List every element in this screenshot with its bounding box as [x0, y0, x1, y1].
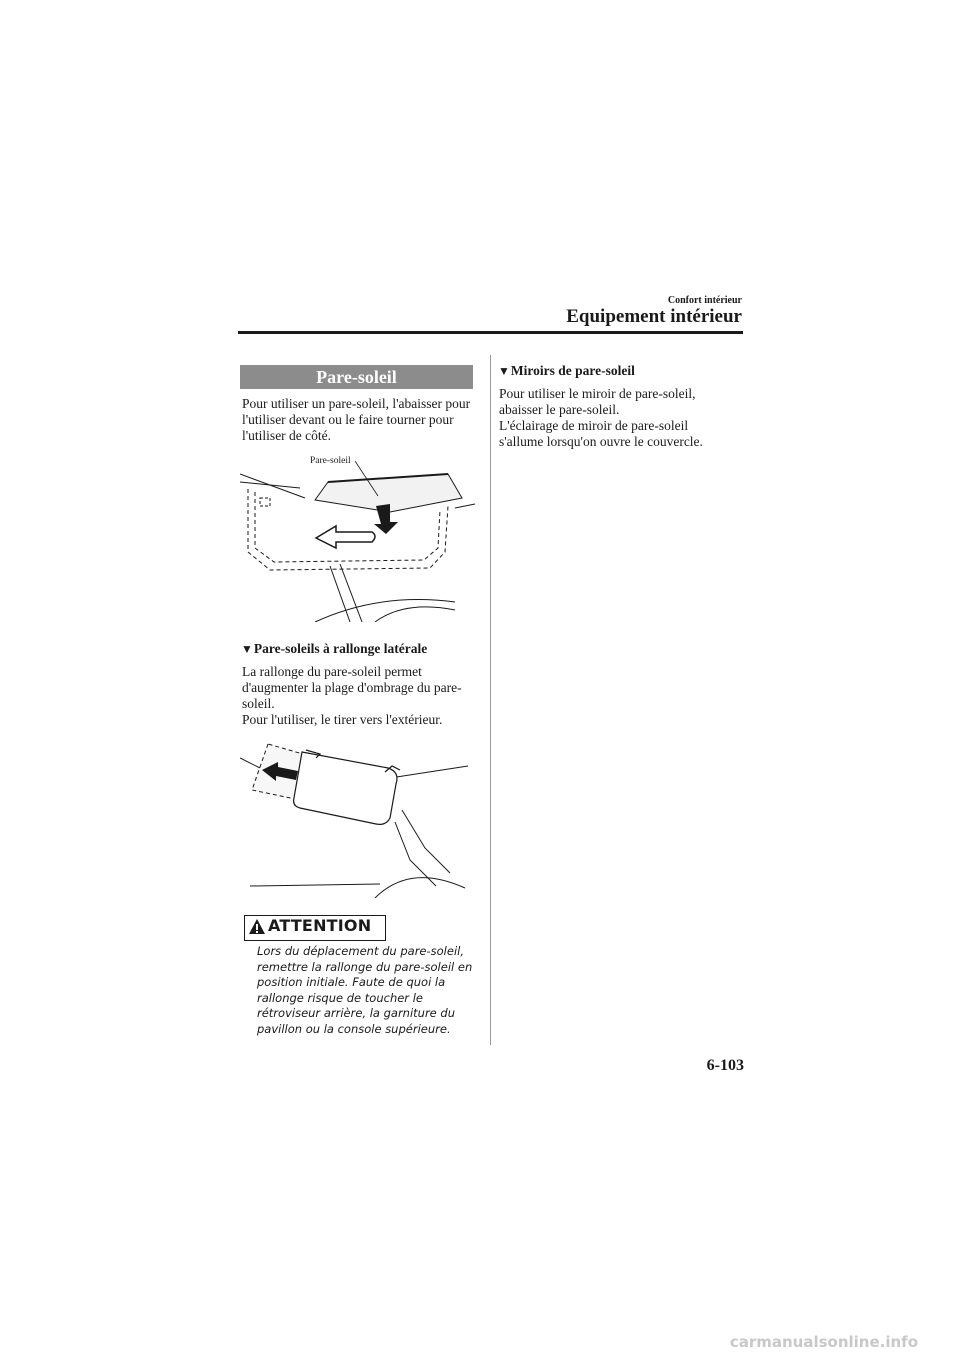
section-banner: Pare-soleil: [240, 365, 473, 389]
page-title: Equipement intérieur: [566, 306, 742, 327]
triangle-icon: ▼: [241, 642, 253, 656]
attention-text: Lors du déplacement du pare-soleil, remettre la rallonge du pare-soleil en position initiale. Faute de quoi la rallonge risque de toucher le rétroviseur arrière, la garniture du pavillon ou la console supérieure.: [257, 944, 473, 1036]
header-rule: [238, 331, 743, 334]
miroirs-paragraph: Pour utiliser le miroir de pare-soleil, abaisser le pare-soleil. L'éclairage de miroir de pare-soleil s'allume lorsqu'on ouvre le couvercle.: [499, 386, 703, 449]
figure-label-pare-soleil: Pare-soleil: [310, 456, 351, 466]
rallonge-paragraph: La rallonge du pare-soleil permet d'augmenter la plage d'ombrage du pare- soleil. Pour l'utiliser, le tirer vers l'extérieur.: [242, 664, 462, 727]
watermark: carmanualsonline.info: [729, 1333, 918, 1351]
warning-icon: [248, 918, 266, 935]
intro-paragraph: Pour utiliser un pare-soleil, l'abaisser pour l'utiliser devant ou le faire tourner pour l'utiliser de côté.: [242, 396, 471, 443]
column-divider: [490, 355, 491, 1045]
page-number: 6-103: [706, 1057, 744, 1074]
section-label: Confort intérieur: [667, 295, 742, 306]
triangle-icon: ▼: [498, 364, 510, 378]
sub-heading-miroirs: [498, 363, 635, 379]
sub-heading-rallonge: [241, 641, 427, 657]
sub-heading-rallonge-label: Pare-soleils à rallonge latérale: [253, 641, 428, 656]
sun-visor-figure: [240, 452, 480, 622]
sub-heading-miroirs-label: Miroirs de pare-soleil: [510, 363, 635, 378]
side-extension-visor-figure: [240, 738, 480, 898]
attention-title: ATTENTION: [268, 916, 372, 935]
